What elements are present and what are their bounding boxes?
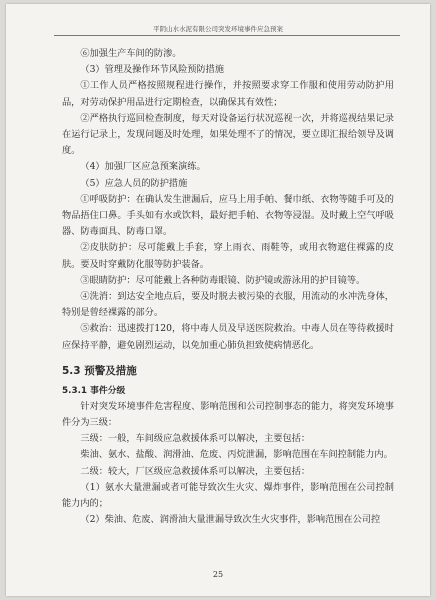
paragraph-operation-rules: ①工作人员严格按照规程进行操作，并按照要求穿工作服和使用劳动防护用品，对劳动保护用品进行定期检查，以确保其有效性；	[62, 80, 394, 108]
heading-drill: （4）加强厂区应急预案演练。	[80, 161, 206, 173]
heading-personnel-protection: （5）应急人员的防护措施	[80, 177, 188, 189]
paragraph-patrol-inspection: ②严格执行巡回检查制度，每天对设备运行状况巡视一次，并将巡视结果记录在运行记录上，发现问题及时处理，如果处理不了的情况，要立即汇报给领导及调度。	[62, 112, 394, 157]
header-divider	[54, 35, 400, 36]
paragraph-level-three-scope: 柴油、氨水、盐酸、润滑油、危废、丙烷泄漏，影响范围在车间控制能力内。	[80, 449, 393, 461]
page-number: 25	[212, 570, 224, 579]
paragraph-level-two: 二级：较大，厂区级应急救援体系可以解决，主要包括：	[80, 465, 311, 477]
paragraph-decontamination: ④洗消：到达安全地点后，要及时脱去被污染的衣服，用流动的水冲洗身体，特别是曾经裸露的部分。	[62, 291, 394, 319]
paragraph-level-two-item-1: （1）氨水大量泄漏或者可能导致次生火灾、爆炸事件，影响范围在公司控制能力内的；	[62, 481, 394, 510]
paragraph-classification-intro: 针对突发环境事件危害程度、影响范围和公司控制事态的能力，将突发环境事件分为三级：	[62, 400, 394, 429]
running-header: 平阴山水水泥有限公司突发环境事件应急预案	[153, 25, 283, 33]
subsection-heading: 5.3.1 事件分级	[62, 385, 126, 396]
paragraph-eye-protection: ③眼睛防护：尽可能戴上各种防毒眼镜、防护镜或游泳用的护目镜等。	[80, 274, 366, 286]
document-page	[6, 4, 430, 596]
paragraph-level-two-item-2: （2）柴油、危废、润滑油大量泄漏导致次生火灾事件，影响范围在公司控	[80, 514, 381, 526]
paragraph-skin-protection: ②皮肤防护：尽可能戴上手套，穿上雨衣、雨鞋等，或用衣物遮住裸露的皮肤。要及时穿戴防化服等防护装备。	[62, 242, 394, 270]
section-heading: 5.3 预警及措施	[62, 364, 137, 377]
paragraph-treatment: ⑤救治：迅速拨打120，将中毒人员及早送医院救治。中毒人员在等待救援时应保持平静，避免剧烈运动，以免加重心肺负担致使病情恶化。	[62, 323, 394, 351]
paragraph-seepage: ⑥加强生产车间的防渗。	[80, 48, 182, 59]
heading-management-measures: （3）管理及操作环节风险预防措施	[80, 64, 225, 76]
document-body	[62, 46, 394, 528]
paragraph-respiratory-protection: ①呼吸防护：在确认发生泄漏后，应马上用手帕、餐巾纸、衣物等随手可及的物品捂住口鼻。手头如有水或饮料，最好把手帕、衣物等浸湿。及时戴上空气呼吸器、防毒面具、防毒口罩。	[62, 193, 394, 238]
paragraph-level-three: 三级：一般，车间级应急救援体系可以解决，主要包括：	[80, 433, 311, 445]
